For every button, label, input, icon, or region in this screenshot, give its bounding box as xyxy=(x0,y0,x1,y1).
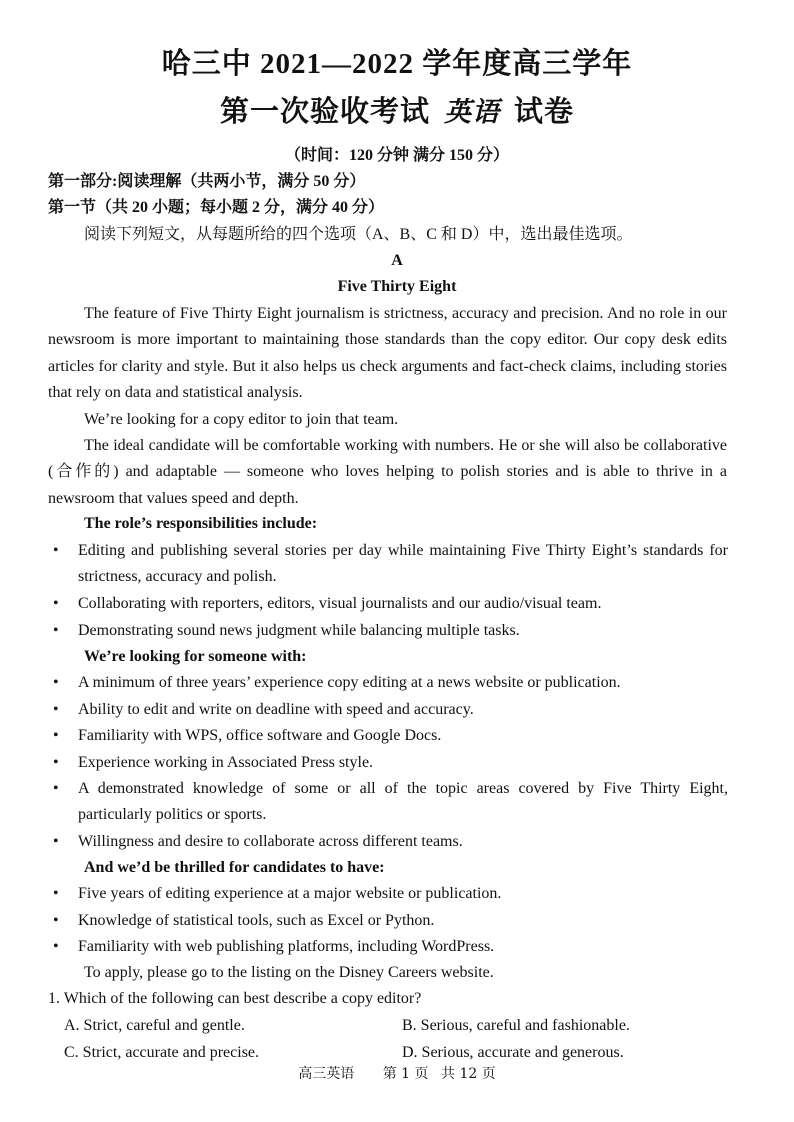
list-item xyxy=(48,908,728,934)
list-item xyxy=(48,829,728,855)
paragraph-3: The ideal candidate will be comfortable working with numbers. He or she will also be collaborative (合作的) and adaptable — someone who loves helping to polish stories and is able to thrive in a newsroom that values speed and depth. xyxy=(48,437,727,507)
time-info: （时间：120 分钟 满分 150 分） xyxy=(284,147,509,164)
list-item xyxy=(48,538,728,591)
requirements-heading: We’re looking for someone with: xyxy=(84,648,307,665)
list-item-text: Editing and publishing several stories per day while maintaining Five Thirty Eight’s standards for strictness, accuracy and polish. xyxy=(78,542,728,586)
list-item-text: Five years of editing experience at a major website or publication. xyxy=(78,885,502,902)
page-footer xyxy=(0,1064,794,1084)
footer-page-number: 第 1 页 xyxy=(382,1066,429,1082)
option-b: B. Serious, careful and fashionable. xyxy=(402,1017,630,1034)
option-d: D. Serious, accurate and generous. xyxy=(402,1044,624,1061)
bullet-icon: • xyxy=(53,912,59,929)
bullet-icon: • xyxy=(53,780,59,797)
footer-subject: 高三英语 xyxy=(298,1066,355,1082)
bullet-icon: • xyxy=(53,938,59,955)
list-item-text: Familiarity with web publishing platforms, including WordPress. xyxy=(78,938,495,955)
instruction: 阅读下列短文，从每题所给的四个选项（A、B、C 和 D）中，选出最佳选项。 xyxy=(84,226,633,243)
option-a: A. Strict, careful and gentle. xyxy=(64,1017,245,1034)
paragraph-1: The feature of Five Thirty Eight journalism is strictness, accuracy and precision. And no role in our newsroom is more important to maintaining those standards than the copy editor. Our copy desk edits articles for clarity and style. But it also helps us check arguments and fact-check claims, including stories that rely on data and statistical analysis. xyxy=(48,305,727,401)
exam-title-line1: 哈三中 2021—2022 学年度高三学年 xyxy=(161,48,633,80)
bullet-icon: • xyxy=(53,622,59,639)
bullet-icon: • xyxy=(53,754,59,771)
bullet-icon: • xyxy=(53,542,59,559)
bullet-icon: • xyxy=(53,833,59,850)
passage-label: A xyxy=(391,252,403,269)
exam-title-prefix: 第一次验收考试 xyxy=(219,96,430,128)
list-item xyxy=(48,776,728,829)
section-title: 第一节（共 20 小题；每小题 2 分，满分 40 分） xyxy=(48,199,385,216)
list-item-text: Ability to edit and write on deadline with speed and accuracy. xyxy=(78,701,474,718)
footer-page-total: 共 12 页 xyxy=(441,1066,496,1082)
passage-title: Five Thirty Eight xyxy=(337,278,457,295)
list-item-text: Willingness and desire to collaborate across different teams. xyxy=(78,833,463,850)
exam-subject: 英语 xyxy=(444,97,500,128)
exam-title-line2 xyxy=(0,92,794,133)
list-item xyxy=(48,881,728,907)
list-item-text: Collaborating with reporters, editors, visual journalists and our audio/visual team. xyxy=(78,595,602,612)
list-item xyxy=(48,934,728,960)
list-item xyxy=(48,723,728,749)
list-item-text: Familiarity with WPS, office software and Google Docs. xyxy=(78,727,442,744)
list-item xyxy=(48,697,728,723)
exam-title-suffix: 试卷 xyxy=(514,96,575,128)
bullet-icon: • xyxy=(53,701,59,718)
list-item xyxy=(48,670,728,696)
list-item-text: Experience working in Associated Press style. xyxy=(78,754,374,771)
list-item-text: Demonstrating sound news judgment while balancing multiple tasks. xyxy=(78,622,520,639)
list-item-text: Knowledge of statistical tools, such as Excel or Python. xyxy=(78,912,435,929)
paragraph-2: We’re looking for a copy editor to join that team. xyxy=(84,411,399,428)
list-item xyxy=(48,618,728,644)
bullet-icon: • xyxy=(53,885,59,902)
part-title: 第一部分:阅读理解（共两小节，满分 50 分） xyxy=(48,173,366,190)
bullet-icon: • xyxy=(53,727,59,744)
bullet-icon: • xyxy=(53,595,59,612)
list-item xyxy=(48,750,728,776)
list-item-text: A minimum of three years’ experience copy editing at a news website or publication. xyxy=(78,674,621,691)
list-item-text: A demonstrated knowledge of some or all of the topic areas covered by Five Thirty Eight, particularly politics or sports. xyxy=(78,780,728,824)
apply-note: To apply, please go to the listing on the Disney Careers website. xyxy=(84,964,494,981)
list-item xyxy=(48,591,728,617)
option-c: C. Strict, accurate and precise. xyxy=(64,1044,260,1061)
responsibilities-heading: The role’s responsibilities include: xyxy=(84,515,318,532)
bullet-icon: • xyxy=(53,674,59,691)
question-stem: 1. Which of the following can best describe a copy editor? xyxy=(48,990,422,1007)
bonus-heading: And we’d be thrilled for candidates to have: xyxy=(84,859,385,876)
